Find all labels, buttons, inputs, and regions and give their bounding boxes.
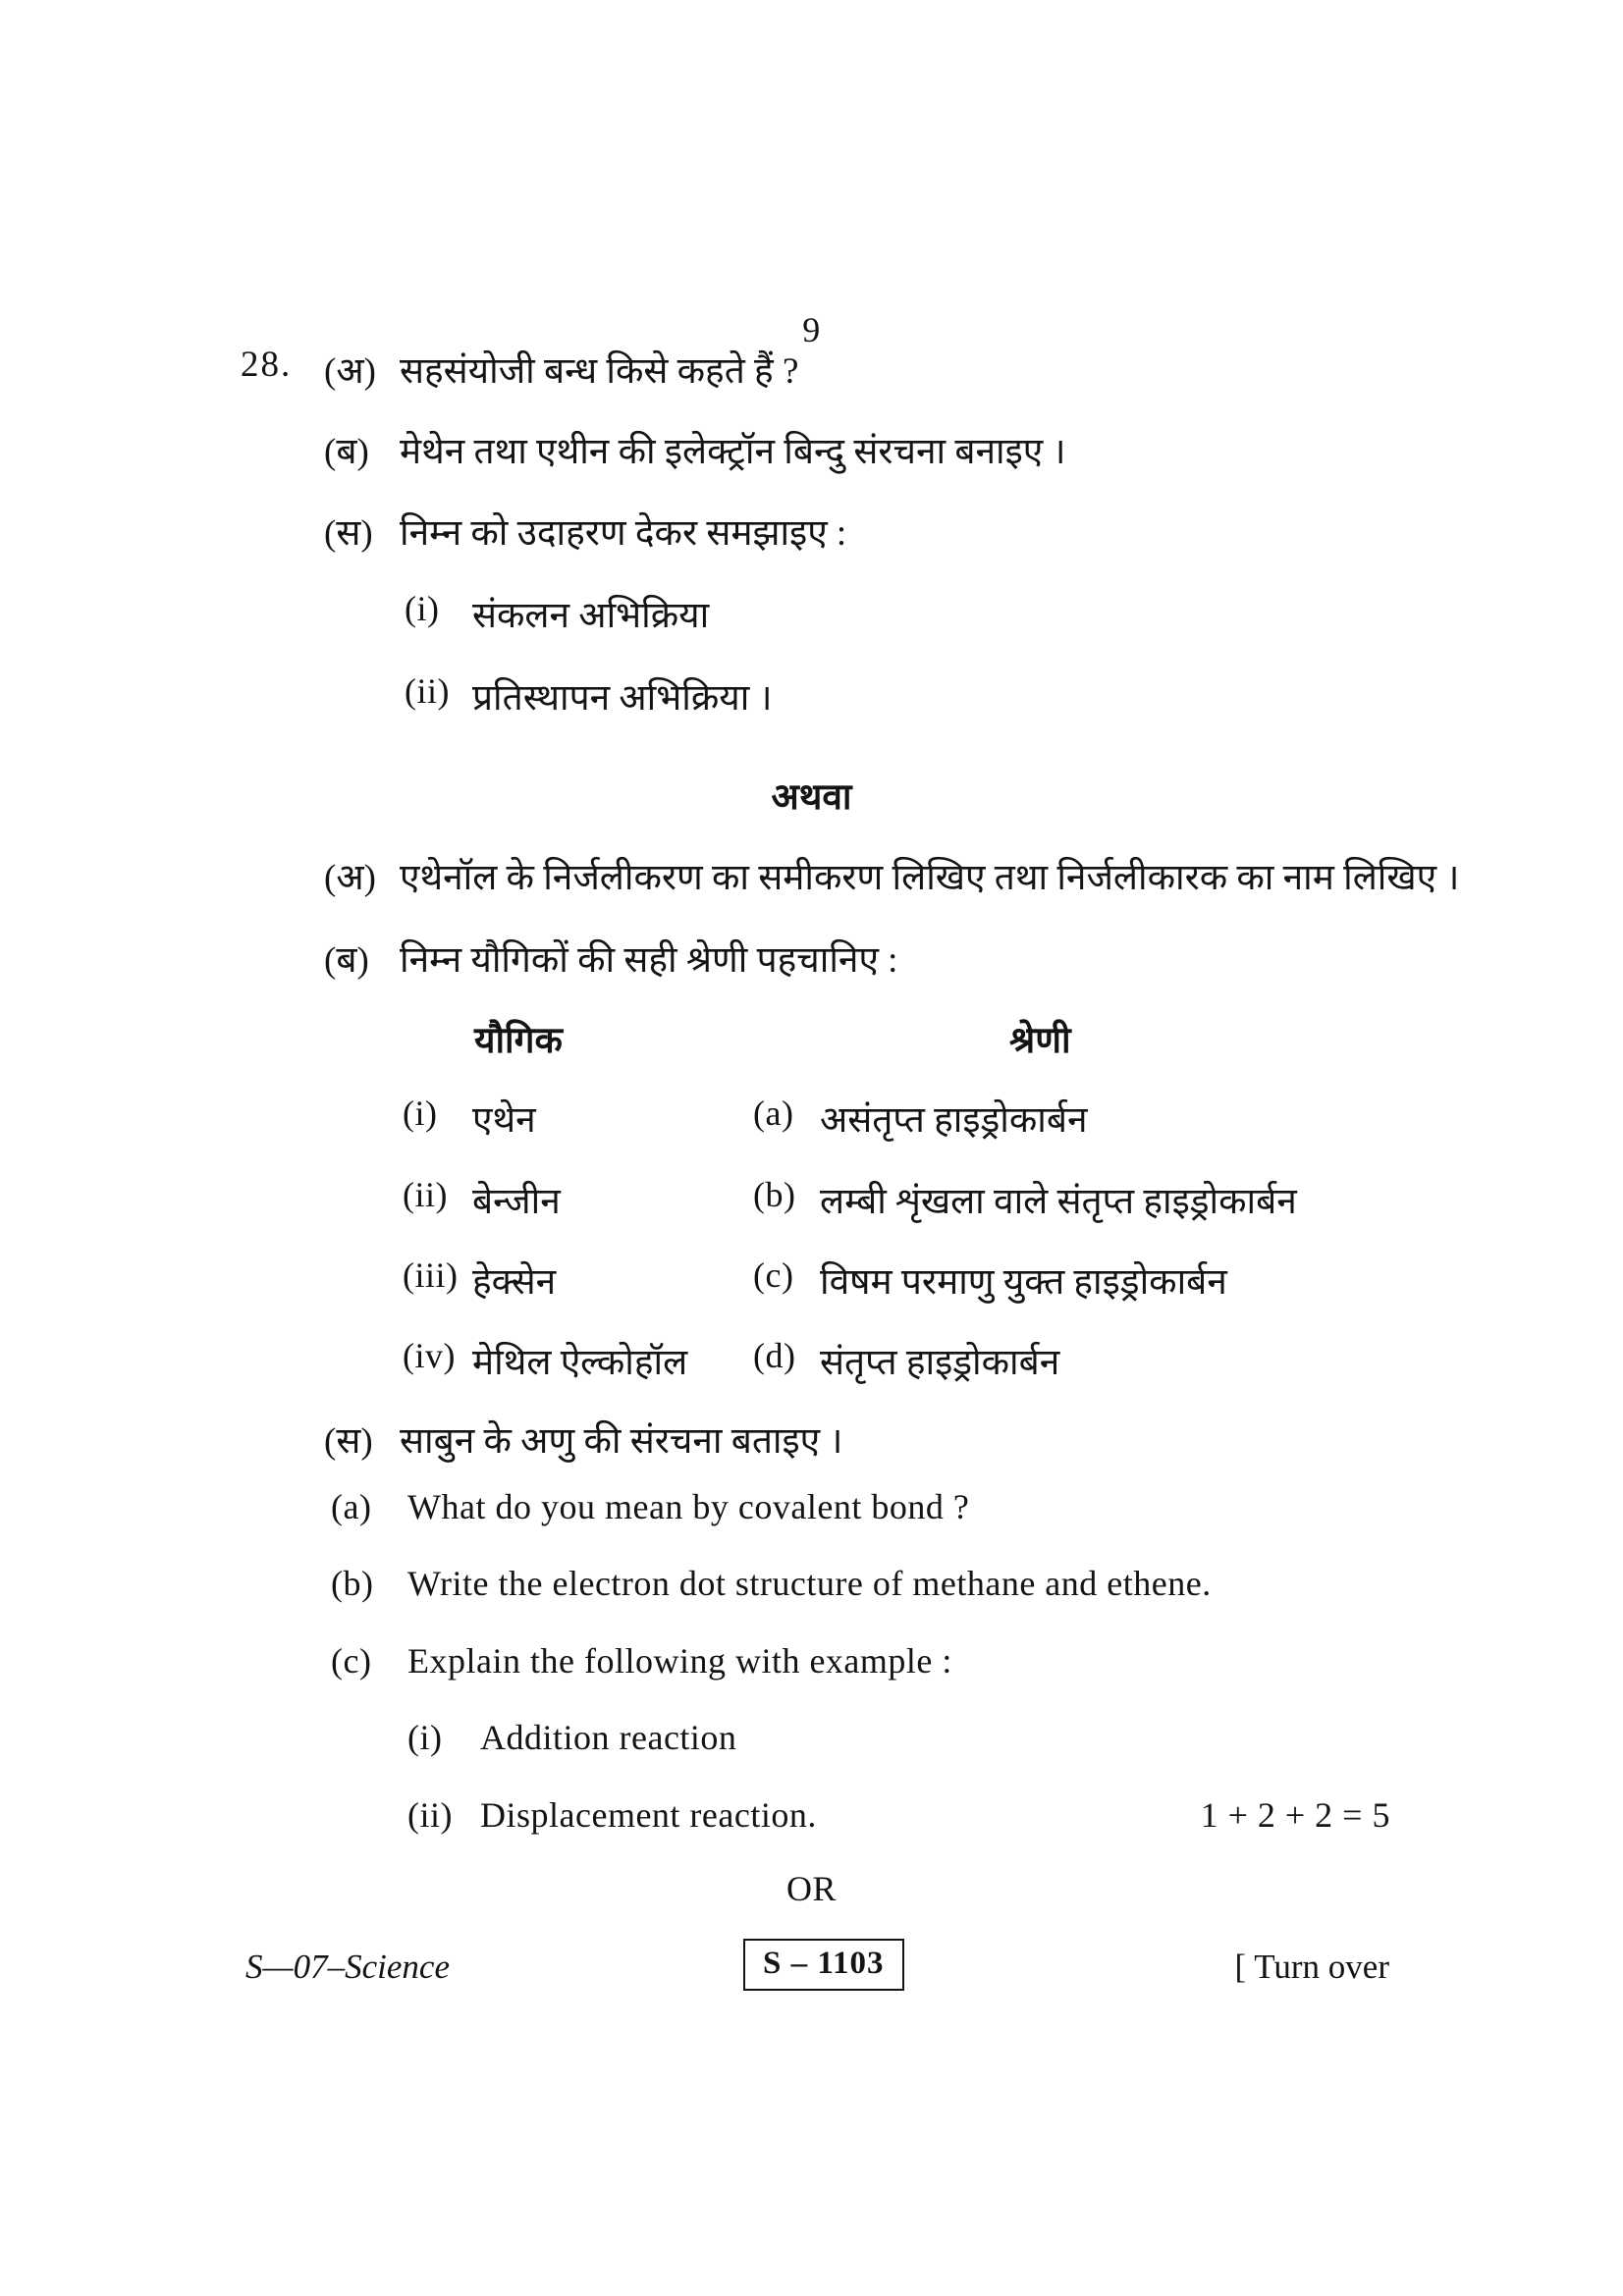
part-label: (अ): [324, 858, 376, 898]
part-label: (ब): [324, 432, 369, 472]
match-header-category: श्रेणी: [1009, 1021, 1071, 1061]
match-num: (i): [403, 1094, 438, 1133]
question-28-part-c-hindi: [0, 506, 1623, 564]
part-text: Explain the following with example :: [407, 1641, 952, 1681]
question-28-part-a-hindi: [0, 344, 1623, 402]
part-c-english: [0, 1640, 1623, 1699]
part-label: (स): [324, 513, 373, 554]
part-label: (अ): [324, 351, 376, 392]
part-text: साबुन के अणु की संरचना बताइए ।: [400, 1421, 843, 1462]
or-divider-hindi: अथवा: [771, 777, 852, 818]
part-label: (ब): [324, 940, 369, 981]
sub-label: (ii): [405, 671, 450, 711]
match-category: विषम परमाणु युक्त हाइड्रोकार्बन: [820, 1262, 1227, 1303]
part-text: मेथेन तथा एथीन की इलेक्ट्रॉन बिन्दु संरचना बनाइए ।: [400, 432, 1066, 472]
match-row: [0, 1255, 1623, 1313]
footer-paper-code: S—07–Science: [245, 1948, 450, 1986]
match-letter: (c): [753, 1255, 794, 1295]
part-text: एथेनॉल के निर्जलीकरण का समीकरण लिखिए तथा निर्जलीकारक का नाम लिखिए ।: [400, 858, 1460, 898]
part-text: सहसंयोजी बन्ध किसे कहते हैं ?: [400, 351, 799, 392]
sub-text: संकलन अभिक्रिया: [472, 596, 710, 636]
match-compound: हेक्सेन: [472, 1262, 557, 1303]
part-a-english: [0, 1486, 1623, 1545]
sub-label: (i): [405, 589, 440, 628]
page-number: 9: [802, 310, 821, 349]
match-compound: बेन्जीन: [472, 1182, 561, 1222]
sub-item-i-english: [0, 1717, 1623, 1776]
match-compound: एथेन: [472, 1100, 536, 1141]
part-text: निम्न को उदाहरण देकर समझाइए :: [400, 513, 847, 554]
sub-text: Displacement reaction.: [480, 1795, 817, 1835]
match-letter: (d): [753, 1336, 796, 1375]
match-category: संतृप्त हाइड्रोकार्बन: [820, 1343, 1060, 1383]
sub-text: प्रतिस्थापन अभिक्रिया ।: [472, 678, 773, 719]
alt-part-b-hindi: [0, 933, 1623, 991]
match-num: (iv): [403, 1336, 456, 1375]
question-28-part-b-hindi: [0, 424, 1623, 483]
alt-part-a-hindi: [0, 850, 1623, 909]
match-category: लम्बी शृंखला वाले संतृप्त हाइड्रोकार्बन: [820, 1182, 1297, 1222]
part-text: Write the electron dot structure of methane and ethene.: [407, 1564, 1212, 1603]
match-row: [0, 1174, 1623, 1233]
match-num: (iii): [403, 1255, 459, 1295]
match-category: असंतृप्त हाइड्रोकार्बन: [820, 1100, 1088, 1141]
part-b-english: [0, 1563, 1623, 1622]
match-compound: मेथिल ऐल्कोहॉल: [472, 1343, 688, 1383]
footer-serial-box: S – 1103: [743, 1939, 904, 1991]
match-header-compound: यौगिक: [474, 1021, 563, 1061]
part-text: निम्न यौगिकों की सही श्रेणी पहचानिए :: [400, 940, 898, 981]
match-row: [0, 1335, 1623, 1394]
sub-label: (ii): [407, 1795, 453, 1835]
match-num: (ii): [403, 1175, 448, 1214]
question-number: 28.: [241, 345, 293, 385]
match-letter: (a): [753, 1094, 794, 1133]
sub-item-ii-hindi: [0, 670, 1623, 729]
part-label: (b): [331, 1564, 374, 1603]
sub-label: (i): [407, 1718, 443, 1757]
sub-item-ii-english: [0, 1794, 1623, 1853]
alt-part-c-hindi: [0, 1414, 1623, 1472]
part-label: (स): [324, 1421, 373, 1462]
match-row: [0, 1093, 1623, 1151]
part-label: (c): [331, 1641, 372, 1681]
part-label: (a): [331, 1487, 372, 1526]
match-letter: (b): [753, 1175, 796, 1214]
match-table-headers: [0, 1013, 1623, 1072]
or-divider-english: OR: [785, 1869, 837, 1908]
part-text: What do you mean by covalent bond ?: [407, 1487, 970, 1526]
sub-text: Addition reaction: [480, 1718, 737, 1757]
marks-total: 1 + 2 + 2 = 5: [1200, 1795, 1390, 1835]
sub-item-i-hindi: [0, 588, 1623, 647]
footer-turn-over: [ Turn over: [1234, 1948, 1389, 1986]
